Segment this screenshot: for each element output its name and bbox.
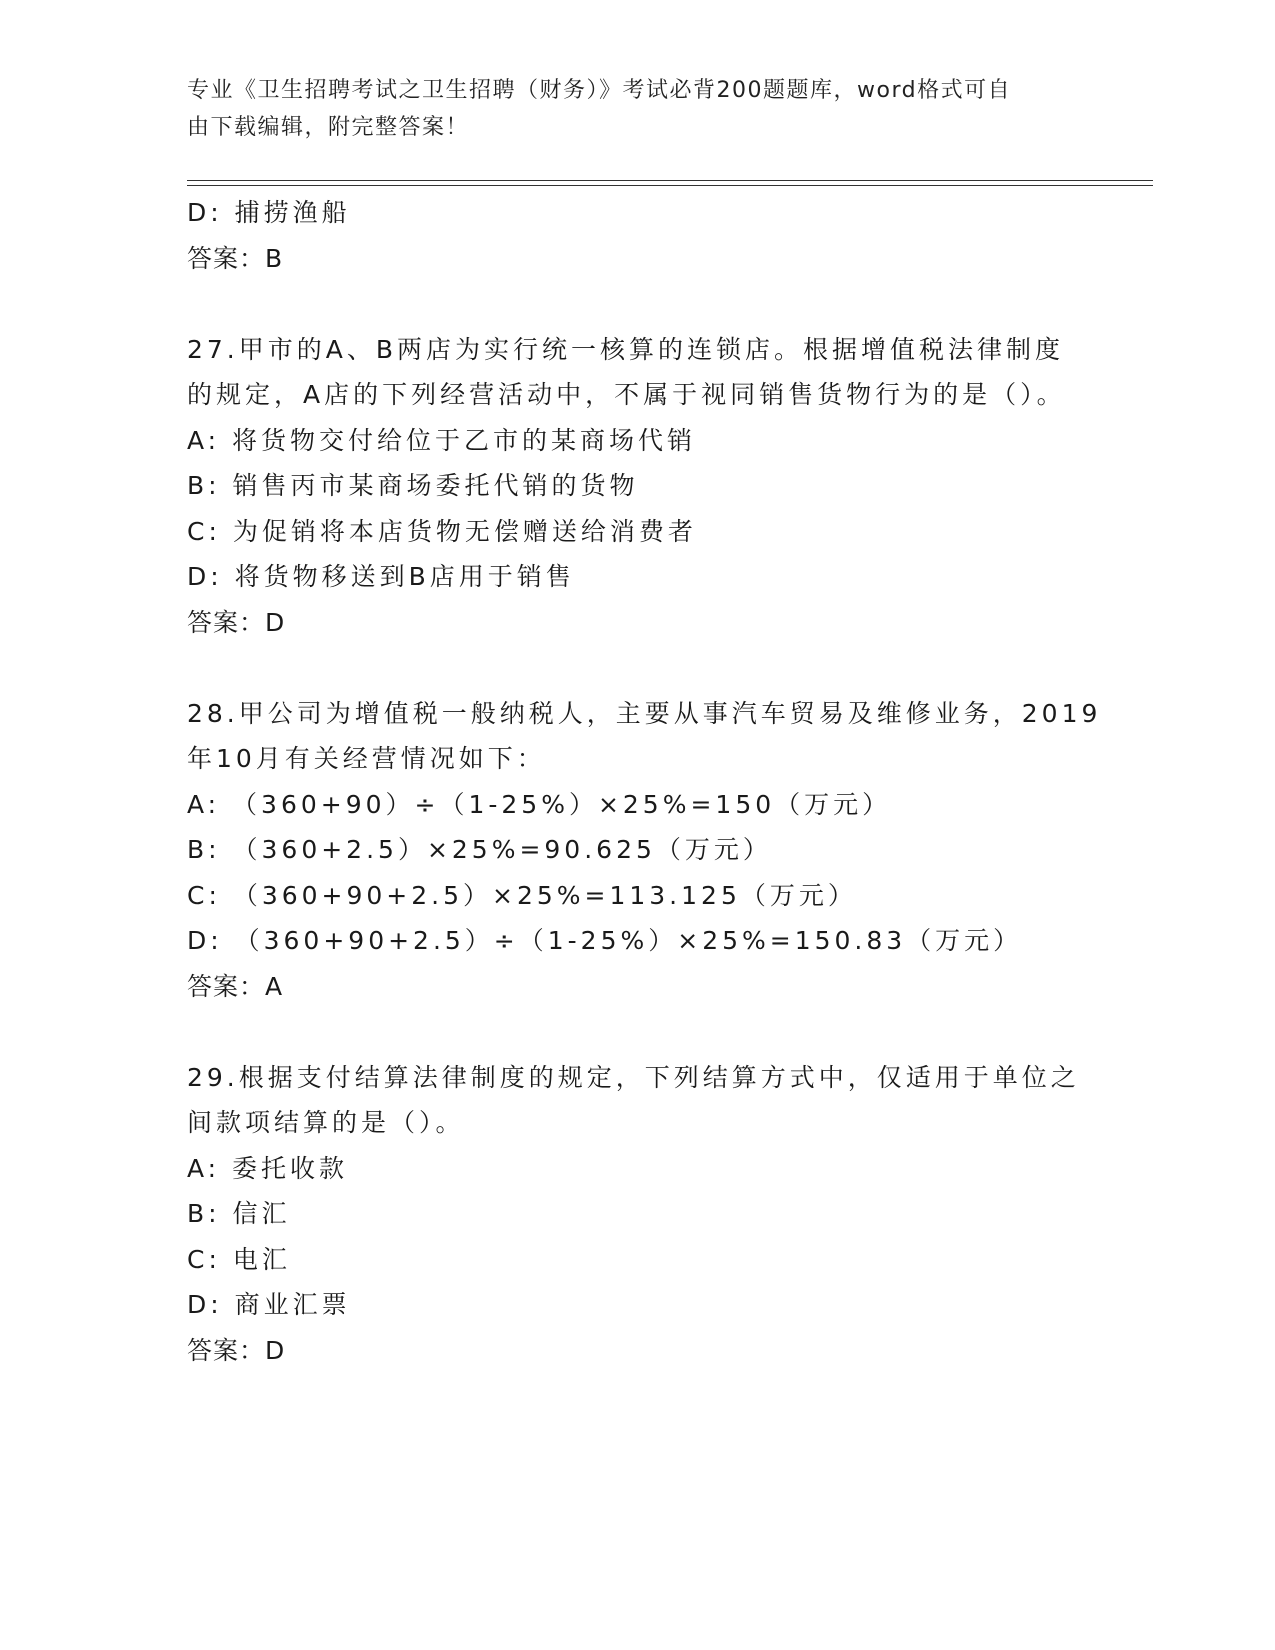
question-28	[187, 691, 1102, 1010]
header-line-2: 由下载编辑，附完整答案！	[187, 115, 470, 140]
option-d: D: 将货物移送到B店用于销售	[187, 562, 575, 591]
question-stem-line-2: 年10月有关经营情况如下：	[187, 744, 546, 773]
option-a: A: 将货物交付给位于乙市的某商场代销	[187, 425, 697, 455]
answer-line: 答案：D	[187, 1335, 286, 1365]
option-c: C: 电汇	[187, 1244, 291, 1274]
option-c: C: 为促销将本店货物无偿赠送给消费者	[187, 516, 697, 546]
question-stem-line-2: 的规定，A店的下列经营活动中，不属于视同销售货物行为的是（）。	[187, 380, 1066, 409]
answer-line: 答案：B	[187, 243, 284, 273]
option-d: D: 捕捞渔船	[187, 198, 351, 227]
question-stem-line-1: 28.甲公司为增值税一般纳税人，主要从事汽车贸易及维修业务，2019	[187, 698, 1102, 728]
question-stem-line-2: 间款项结算的是（）。	[187, 1108, 465, 1137]
spacer	[187, 645, 1087, 691]
question-stem-line-1: 29.根据支付结算法律制度的规定，下列结算方式中，仅适用于单位之	[187, 1062, 1080, 1092]
option-a: A: 委托收款	[187, 1153, 349, 1183]
spacer	[187, 1009, 1087, 1055]
option-d: D: （360+90+2.5）÷（1-25%）×25%=150.83（万元）	[187, 926, 1023, 955]
option-c: C: （360+90+2.5）×25%=113.125（万元）	[187, 880, 857, 910]
header-divider-bottom	[187, 185, 1153, 186]
spacer	[187, 281, 1087, 327]
answer-line: 答案：D	[187, 607, 286, 637]
question-26-tail	[187, 190, 1087, 281]
option-b: B: 销售丙市某商场委托代销的货物	[187, 471, 639, 500]
option-a: A: （360+90）÷（1-25%）×25%=150（万元）	[187, 789, 892, 819]
question-29	[187, 1055, 1087, 1374]
option-b: B: （360+2.5）×25%=90.625（万元）	[187, 835, 772, 864]
option-d: D: 商业汇票	[187, 1290, 351, 1319]
question-27	[187, 327, 1087, 646]
question-stem-line-1: 27.甲市的A、B两店为实行统一核算的连锁店。根据增值税法律制度	[187, 334, 1065, 364]
answer-line: 答案：A	[187, 971, 284, 1001]
header-line-1: 专业《卫生招聘考试之卫生招聘（财务）》考试必背200题题库，word格式可自	[187, 78, 1012, 103]
header-divider-top	[187, 180, 1153, 181]
option-b: B: 信汇	[187, 1199, 291, 1228]
document-header	[187, 72, 1067, 146]
question-list	[187, 190, 1102, 1373]
